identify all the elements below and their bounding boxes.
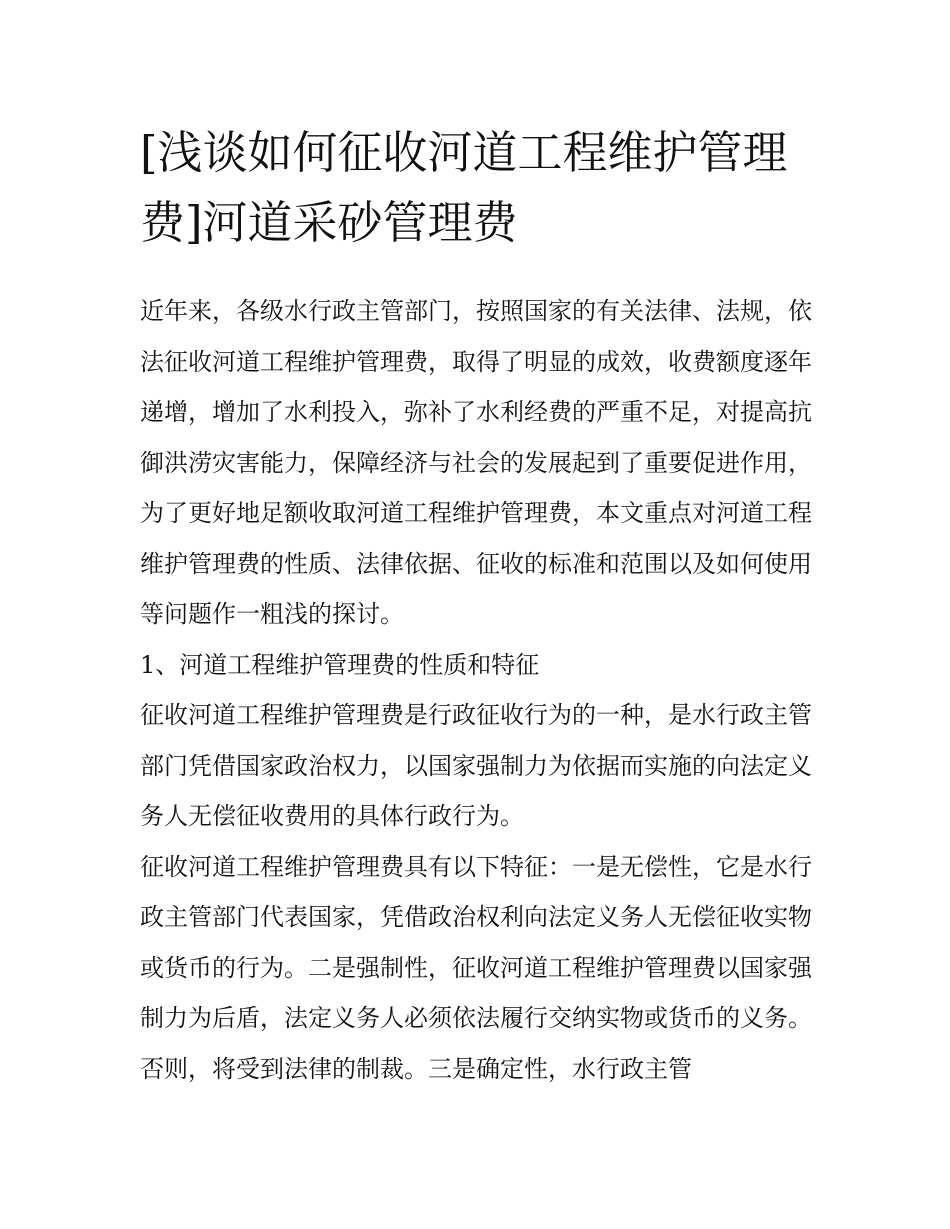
document-title: [浅谈如何征收河道工程维护管理费]河道采砂管理费 — [140, 126, 788, 249]
section-heading-1: 1、河道工程维护管理费的性质和特征 — [140, 650, 540, 679]
document-body — [140, 286, 812, 1094]
paragraph-nature: 征收河道工程维护管理费是行政征收行为的一种，是水行政主管部门凭借国家政治权力，以国家强制力为依据而实施的向法定义务人无偿征收费用的具体行政行为。 — [140, 701, 812, 830]
paragraph-intro: 近年来，各级水行政主管部门，按照国家的有关法律、法规，依法征收河道工程维护管理费，取得了明显的成效，收费额度逐年递增，增加了水利投入，弥补了水利经费的严重不足，对提高抗御洪涝灾害能力，保障经济与社会的发展起到了重要促进作用，为了更好地足额收取河道工程维护管理费，本文重点对河道工程维护管理费的性质、法律依据、征收的标准和范围以及如何使用等问题作一粗浅的探讨。 — [140, 297, 812, 628]
paragraph-features: 征收河道工程维护管理费具有以下特征：一是无偿性，它是水行政主管部门代表国家，凭借政治权利向法定义务人无偿征收实物或货币的行为。二是强制性，征收河道工程维护管理费以国家强制力为后盾，法定义务人必须依法履行交纳实物或货币的义务。否则，将受到法律的制裁。三是确定性，水行政主管 — [140, 852, 812, 1083]
document-page — [140, 0, 812, 1094]
